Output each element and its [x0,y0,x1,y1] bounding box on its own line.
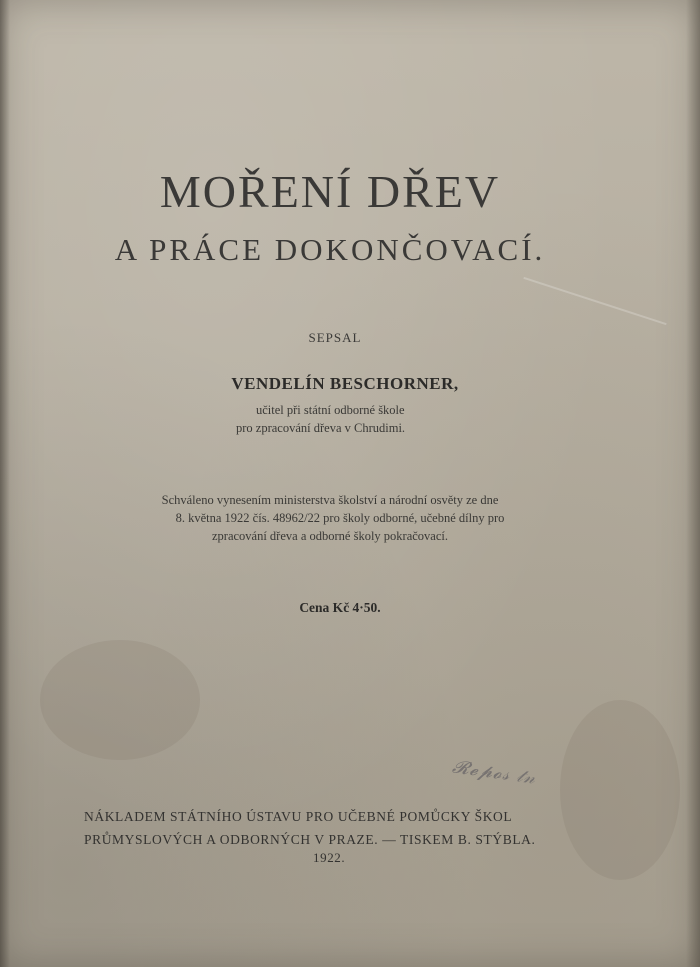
author-name: VENDELÍN BESCHORNER, [231,374,459,393]
paper-stain [40,640,200,760]
approval-text-line-1: Schváleno vynesením ministerstva školství a národní osvěty ze dne [161,493,499,507]
paper-stain [560,700,680,880]
book-subtitle: A PRÁCE DOKONČOVACÍ. [114,232,546,267]
cover-right-edge [686,0,700,967]
publication-year: 1922. [313,850,346,865]
author-role-line-2: pro zpracování dřeva v Chrudimi. [236,421,406,435]
price-label: Cena Kč 4·50. [299,600,381,615]
paper-crease [523,277,666,325]
handwritten-pencil-signature: 𝓡𝓮𝓹𝓸𝓈 𝓉𝓃 [450,756,538,789]
book-title: MOŘENÍ DŘEV [159,166,501,217]
publisher-line-1: NÁKLADEM STÁTNÍHO ÚSTAVU PRO UČEBNÉ POMŮCKY ŠKOL [84,809,513,824]
byline-label: SEPSAL [308,330,362,345]
approval-text-line-2: 8. května 1922 čís. 48962/22 pro školy odborné, učebné dílny pro [175,511,505,525]
approval-text-line-3: zpracování dřeva a odborné školy pokračovací. [211,529,448,543]
author-role-line-1: učitel při státní odborné škole [256,403,405,417]
publisher-line-2: PRŮMYSLOVÝCH A ODBORNÝCH V PRAZE. — TISKEM B. STÝBLA. [84,832,536,847]
cover-left-edge [0,0,10,967]
